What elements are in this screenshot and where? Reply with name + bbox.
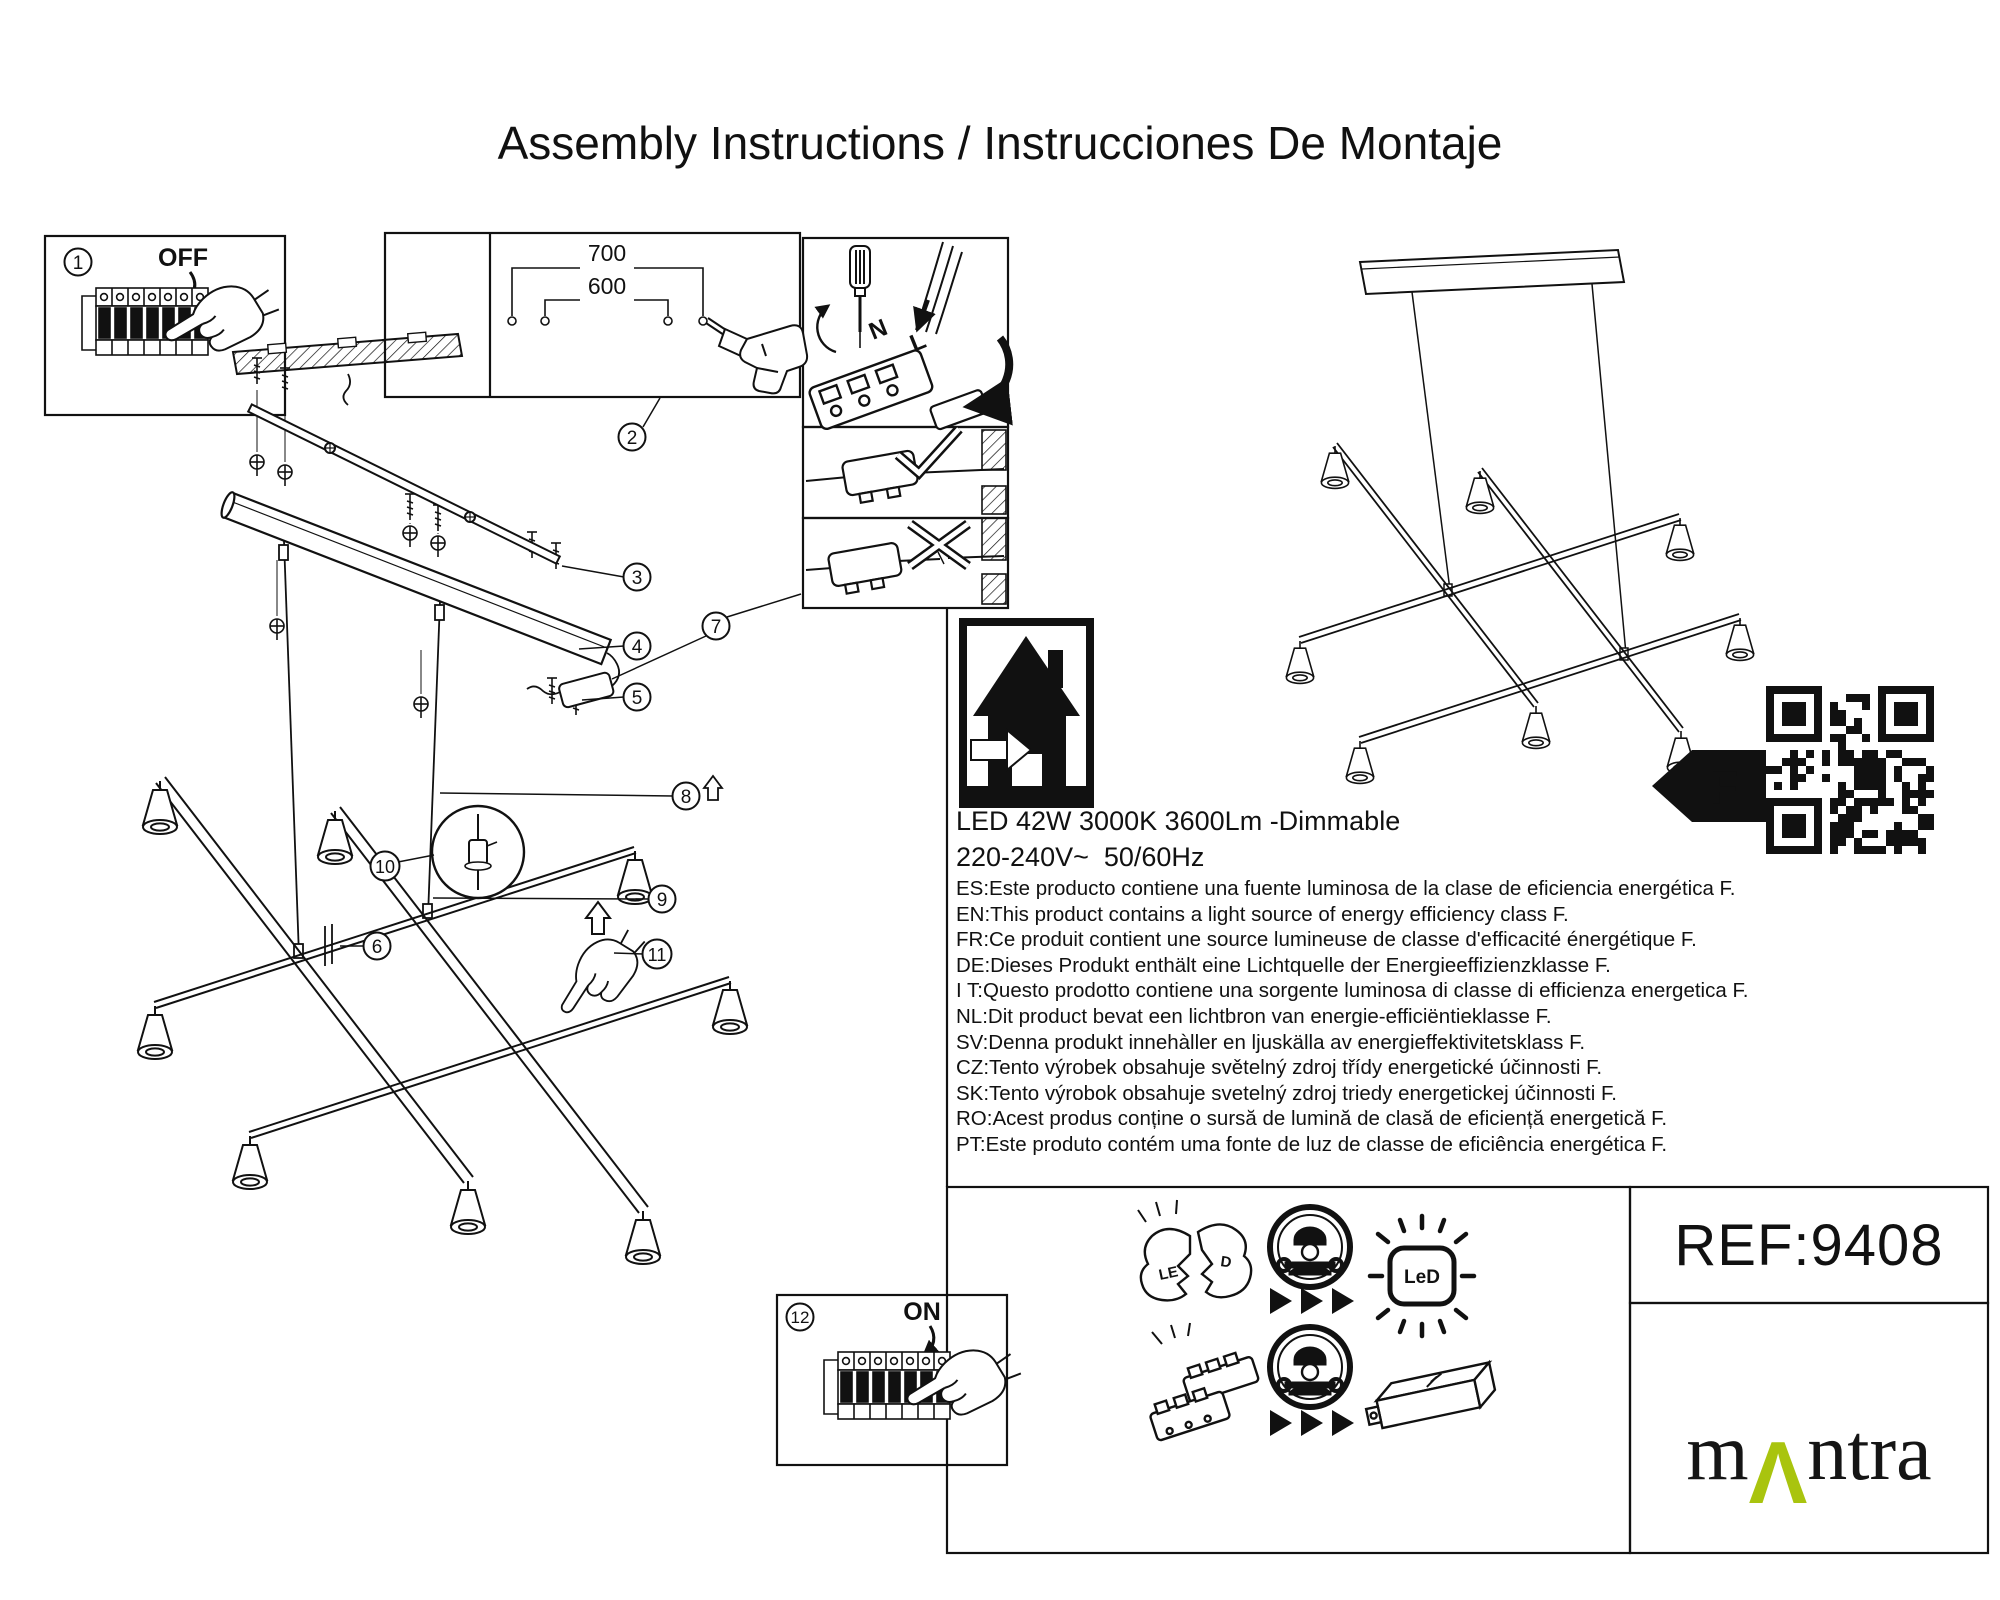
energy-statements: [956, 876, 1748, 1158]
svg-text:7: 7: [710, 617, 722, 638]
statement-en: EN:This product contains a light source of energy efficiency class F.: [956, 902, 1569, 926]
panel-power-on: [787, 1298, 1027, 1436]
spec-line-2: 220-240V~ 50/60Hz: [956, 842, 1205, 872]
spec-line-1: LED 42W 3000K 3600Lm -Dimmable: [956, 806, 1401, 836]
energy-class-letter: F: [1709, 761, 1739, 813]
drill-icon: [706, 318, 807, 393]
connector-cover: [929, 389, 988, 430]
statement-it: I T:Questo prodotto contiene una sorgente luminosa di classe di efficienza energetica F.: [956, 979, 1749, 1003]
junction-box-wrong: [828, 542, 904, 596]
live-label: L: [906, 327, 930, 358]
svg-text:4: 4: [631, 637, 643, 658]
svg-text:8: 8: [680, 787, 692, 808]
installer-icon-2: [1270, 1327, 1350, 1407]
panel-correct-mounting: [806, 429, 1006, 514]
svg-text:6: 6: [371, 937, 383, 958]
page-title: Assembly Instructions / Instrucciones De Montaje: [497, 117, 1503, 169]
rotate-arrow-small: [817, 306, 836, 352]
callout-circles: [364, 424, 730, 969]
suspension-cables: [284, 541, 440, 956]
exploded-view: [138, 332, 801, 1264]
assembled-view: [1286, 250, 1753, 783]
statement-sk: SK:Tento výrobok obsahuje svetelný zdroj triedy energetickej účinnosti F.: [956, 1081, 1617, 1105]
dim-700: 700: [587, 240, 627, 266]
svg-text:3: 3: [631, 568, 643, 589]
off-label: OFF: [158, 244, 208, 272]
brand-caret: Λ: [1748, 1423, 1808, 1522]
statement-es: ES:Este producto contiene una fuente luminosa de la clase de eficiencia energética F.: [956, 877, 1736, 900]
panel-wiring-connector: [808, 242, 1009, 431]
svg-text:11: 11: [647, 945, 667, 965]
statement-fr: FR:Ce produit contient une source lumineuse de classe d'efficacité énergétique F.: [956, 928, 1697, 952]
icon-box: [1138, 1200, 1498, 1441]
terminal-block-icon: [808, 349, 934, 431]
led-driver-icon: [1362, 1362, 1498, 1430]
on-label: ON: [903, 1298, 941, 1326]
callout-1: 1: [72, 253, 84, 274]
detail-magnifier: [432, 806, 524, 898]
svg-text:LeD: LeD: [1404, 1267, 1440, 1288]
indoor-use-icon: [963, 622, 1090, 804]
svg-text:5: 5: [631, 688, 643, 709]
ceiling-wire: [343, 374, 350, 405]
screwdriver-icon: [850, 246, 870, 348]
svg-text:D: D: [1219, 1253, 1233, 1272]
connector-blocks-icon: [1147, 1323, 1259, 1441]
dim-600: 600: [587, 273, 627, 299]
qr-code: [1766, 686, 1934, 854]
svg-text:10: 10: [374, 857, 396, 877]
installer-icon: [1270, 1207, 1350, 1287]
statement-nl: NL:Dit product bevat een lichtbron van energie-efficiëntieklasse F.: [956, 1004, 1552, 1028]
statement-ro: RO:Acest produs conține o sursă de lumină de clasă de eficiență energetică F.: [956, 1107, 1668, 1131]
callout-12: 12: [790, 1308, 810, 1327]
svg-text:LE: LE: [1157, 1263, 1180, 1284]
led-glow-icon: [1370, 1216, 1474, 1336]
callout-8-arrow: [704, 776, 722, 800]
statement-pt: PT:Este produto contém uma fonte de luz de classe de eficiência energética F.: [956, 1132, 1668, 1156]
panel-wrong-mounting: [806, 518, 1006, 604]
statement-sv: SV:Denna produkt innehàller en ljuskälla av energieffektivitetsklass F.: [956, 1030, 1586, 1054]
reference-number: REF:9408: [1674, 1212, 1944, 1278]
insert-arrow: [918, 300, 928, 328]
panel-drill-template: [508, 240, 807, 393]
brand-suffix: ntra: [1807, 1409, 1932, 1497]
inline-connector: [558, 672, 614, 709]
svg-text:2: 2: [626, 428, 638, 449]
svg-text:9: 9: [656, 890, 668, 911]
neutral-label: N: [865, 314, 892, 346]
brand-prefix: m: [1686, 1409, 1749, 1497]
statement-de: DE:Dieses Produkt enthält eine Lichtquelle der Energieeffizienzklasse F.: [956, 953, 1611, 977]
statement-cz: CZ:Tento výrobek obsahuje světelný zdroj třídy energetické účinnosti F.: [956, 1056, 1603, 1080]
broken-led-icon: [1138, 1200, 1251, 1300]
brand-logo: [1632, 1305, 1986, 1551]
